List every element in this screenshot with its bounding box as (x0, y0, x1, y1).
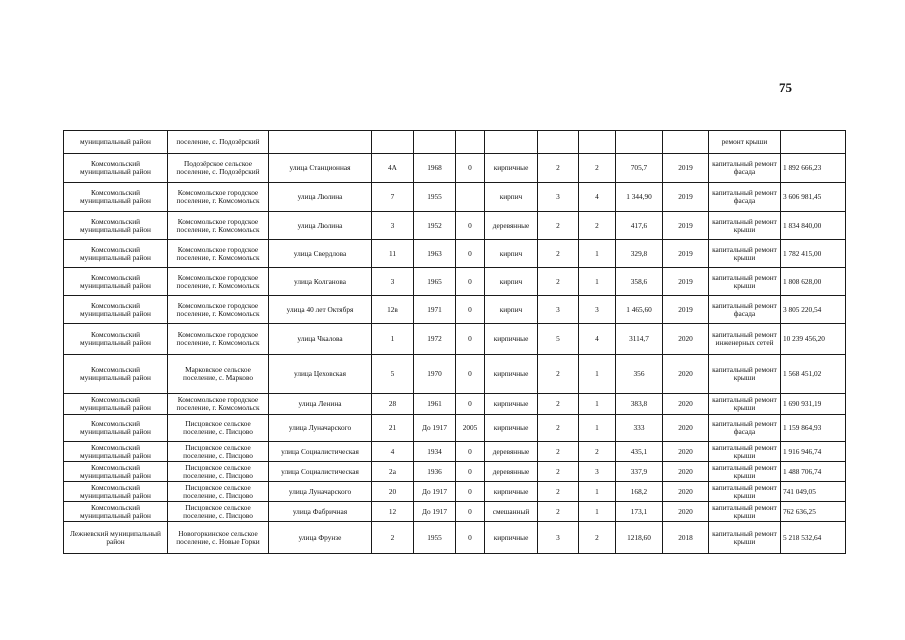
cell-settlement: Писцовское сельское поселение, с. Писцово (168, 415, 269, 442)
cell-work: ремонт крыши (709, 131, 781, 154)
cell-settlement: Писцовское сельское поселение, с. Писцово (168, 482, 269, 502)
cell-year-plan: 2020 (663, 415, 709, 442)
cell-year-built: 1934 (414, 442, 456, 462)
table-row (64, 154, 846, 183)
cell-entrances: 1 (579, 240, 616, 268)
cell-year-overhaul: 0 (456, 502, 485, 522)
cell-area: 383,8 (616, 394, 663, 415)
cell-year-built: 1955 (414, 522, 456, 554)
cell-house: 3 (372, 268, 414, 296)
cell-area: 168,2 (616, 482, 663, 502)
cell-district: Комсомольский муниципальный район (64, 415, 168, 442)
cell-area: 337,9 (616, 462, 663, 482)
cell-street: улица Люлина (269, 183, 372, 212)
cell-year-plan: 2019 (663, 240, 709, 268)
cell-year-overhaul: 0 (456, 154, 485, 183)
cell-settlement: Писцовское сельское поселение, с. Писцово (168, 502, 269, 522)
cell-settlement: Новогоркинское сельское поселение, с. Новые Горки (168, 522, 269, 554)
cell-area: 435,1 (616, 442, 663, 462)
cell-entrances: 1 (579, 415, 616, 442)
cell-street: улица Станционная (269, 154, 372, 183)
cell-entrances: 4 (579, 183, 616, 212)
cell-year-plan: 2020 (663, 502, 709, 522)
cell-area: 3114,7 (616, 324, 663, 355)
cell-street: улица Социалистическая (269, 462, 372, 482)
cell-year-overhaul: 0 (456, 296, 485, 324)
cell-cost: 5 218 532,64 (781, 522, 846, 554)
cell-district: Комсомольский муниципальный район (64, 183, 168, 212)
cell-house: 1 (372, 324, 414, 355)
table-row (64, 415, 846, 442)
cell-street (269, 131, 372, 154)
cell-floors: 2 (538, 502, 579, 522)
cell-area: 705,7 (616, 154, 663, 183)
cell-street: улица Свердлова (269, 240, 372, 268)
cell-settlement: Комсомольское городское поселение, г. Комсомольск (168, 268, 269, 296)
cell-entrances: 1 (579, 394, 616, 415)
cell-entrances: 1 (579, 355, 616, 394)
cell-street: улица Луначарского (269, 415, 372, 442)
cell-year-built: 1955 (414, 183, 456, 212)
cell-year-plan: 2020 (663, 394, 709, 415)
cell-work: капитальный ремонт фасада (709, 296, 781, 324)
cell-cost: 762 636,25 (781, 502, 846, 522)
cell-year-plan: 2020 (663, 324, 709, 355)
cell-walls: кирпичные (485, 324, 538, 355)
page-number: 75 (779, 80, 792, 95)
cell-cost: 1 916 946,74 (781, 442, 846, 462)
cell-cost: 1 159 864,93 (781, 415, 846, 442)
cell-street: улица Цеховская (269, 355, 372, 394)
cell-area: 1218,60 (616, 522, 663, 554)
cell-walls (485, 131, 538, 154)
cell-district: Комсомольский муниципальный район (64, 268, 168, 296)
cell-walls: кирпичные (485, 522, 538, 554)
cell-cost: 3 606 981,45 (781, 183, 846, 212)
cell-year-plan: 2018 (663, 522, 709, 554)
cell-work: капитальный ремонт фасада (709, 154, 781, 183)
cell-street: улица Ленина (269, 394, 372, 415)
cell-year-plan (663, 131, 709, 154)
cell-work: капитальный ремонт крыши (709, 212, 781, 240)
cell-settlement: Комсомольское городское поселение, г. Комсомольск (168, 324, 269, 355)
cell-district: Комсомольский муниципальный район (64, 240, 168, 268)
cell-walls: смешанный (485, 502, 538, 522)
table-row (64, 394, 846, 415)
cell-entrances: 1 (579, 268, 616, 296)
cell-floors: 2 (538, 240, 579, 268)
cell-year-plan: 2019 (663, 296, 709, 324)
cell-year-built: До 1917 (414, 482, 456, 502)
cell-walls: кирпич (485, 240, 538, 268)
cell-walls: кирпич (485, 183, 538, 212)
cell-district: Комсомольский муниципальный район (64, 154, 168, 183)
cell-floors: 2 (538, 212, 579, 240)
cell-work: капитальный ремонт крыши (709, 240, 781, 268)
cell-year-plan: 2020 (663, 462, 709, 482)
cell-cost (781, 131, 846, 154)
cell-cost: 1 834 840,00 (781, 212, 846, 240)
cell-floors: 2 (538, 154, 579, 183)
cell-house: 12в (372, 296, 414, 324)
cell-year-overhaul: 0 (456, 482, 485, 502)
cell-street: улица Луначарского (269, 482, 372, 502)
cell-work: капитальный ремонт инженерных сетей (709, 324, 781, 355)
cell-work: капитальный ремонт крыши (709, 462, 781, 482)
cell-floors: 3 (538, 296, 579, 324)
cell-work: капитальный ремонт крыши (709, 522, 781, 554)
cell-walls: кирпичные (485, 482, 538, 502)
table-row (64, 442, 846, 462)
cell-work: капитальный ремонт крыши (709, 482, 781, 502)
cell-year-built: 1968 (414, 154, 456, 183)
cell-settlement: Комсомольское городское поселение, г. Комсомольск (168, 212, 269, 240)
cell-house: 4А (372, 154, 414, 183)
cell-area: 1 465,60 (616, 296, 663, 324)
cell-area: 358,6 (616, 268, 663, 296)
cell-district: Комсомольский муниципальный район (64, 502, 168, 522)
cell-year-plan: 2019 (663, 212, 709, 240)
cell-work: капитальный ремонт фасада (709, 183, 781, 212)
cell-year-built: 1972 (414, 324, 456, 355)
cell-floors: 2 (538, 442, 579, 462)
cell-district: Комсомольский муниципальный район (64, 462, 168, 482)
cell-settlement: Подозёрское сельское поселение, с. Подозёрский (168, 154, 269, 183)
cell-entrances: 3 (579, 296, 616, 324)
cell-entrances: 3 (579, 462, 616, 482)
cell-walls: деревянные (485, 462, 538, 482)
cell-year-plan: 2020 (663, 482, 709, 502)
cell-area: 1 344,90 (616, 183, 663, 212)
cell-house: 2а (372, 462, 414, 482)
cell-year-overhaul: 0 (456, 355, 485, 394)
cell-year-overhaul: 0 (456, 268, 485, 296)
cell-year-built: 1963 (414, 240, 456, 268)
cell-house: 7 (372, 183, 414, 212)
cell-walls: кирпичные (485, 394, 538, 415)
cell-area: 329,8 (616, 240, 663, 268)
cell-year-overhaul: 0 (456, 394, 485, 415)
cell-district: Комсомольский муниципальный район (64, 212, 168, 240)
cell-house: 5 (372, 355, 414, 394)
cell-entrances: 2 (579, 154, 616, 183)
cell-work: капитальный ремонт крыши (709, 268, 781, 296)
cell-walls: кирпичные (485, 415, 538, 442)
cell-floors (538, 131, 579, 154)
table-row (64, 522, 846, 554)
table-row (64, 240, 846, 268)
table-row (64, 355, 846, 394)
table-row (64, 212, 846, 240)
cell-year-built: До 1917 (414, 415, 456, 442)
cell-settlement: Комсомольское городское поселение, г. Комсомольск (168, 394, 269, 415)
cell-house: 4 (372, 442, 414, 462)
cell-entrances: 2 (579, 212, 616, 240)
cell-year-built (414, 131, 456, 154)
cell-floors: 3 (538, 522, 579, 554)
cell-street: улица Фабричная (269, 502, 372, 522)
cell-cost: 1 892 666,23 (781, 154, 846, 183)
table-row (64, 482, 846, 502)
cell-cost: 10 239 456,20 (781, 324, 846, 355)
table-row (64, 324, 846, 355)
cell-area: 356 (616, 355, 663, 394)
cell-street: улица Колганова (269, 268, 372, 296)
cell-street: улица Люлина (269, 212, 372, 240)
cell-district: Лежневский муниципальный район (64, 522, 168, 554)
cell-year-overhaul: 0 (456, 212, 485, 240)
cell-house: 2 (372, 522, 414, 554)
cell-district: Комсомольский муниципальный район (64, 324, 168, 355)
cell-cost: 1 782 415,00 (781, 240, 846, 268)
cell-walls: деревянные (485, 442, 538, 462)
cell-work: капитальный ремонт крыши (709, 394, 781, 415)
cell-year-built: До 1917 (414, 502, 456, 522)
cell-floors: 5 (538, 324, 579, 355)
housing-register-table (63, 130, 846, 554)
cell-settlement: Комсомольское городское поселение, г. Комсомольск (168, 183, 269, 212)
cell-year-overhaul: 0 (456, 324, 485, 355)
cell-area: 333 (616, 415, 663, 442)
cell-walls: кирпичные (485, 154, 538, 183)
table-row (64, 502, 846, 522)
cell-settlement: Писцовское сельское поселение, с. Писцово (168, 462, 269, 482)
cell-year-built: 1965 (414, 268, 456, 296)
cell-house: 21 (372, 415, 414, 442)
cell-entrances (579, 131, 616, 154)
cell-walls: деревянные (485, 212, 538, 240)
cell-year-overhaul (456, 131, 485, 154)
cell-year-plan: 2020 (663, 355, 709, 394)
cell-floors: 3 (538, 183, 579, 212)
cell-settlement: Марковское сельское поселение, с. Марково (168, 355, 269, 394)
table-row (64, 268, 846, 296)
cell-year-plan: 2019 (663, 154, 709, 183)
cell-settlement: Комсомольское городское поселение, г. Комсомольск (168, 296, 269, 324)
cell-walls: кирпич (485, 296, 538, 324)
cell-year-overhaul: 0 (456, 462, 485, 482)
cell-house: 11 (372, 240, 414, 268)
cell-settlement: Писцовское сельское поселение, с. Писцово (168, 442, 269, 462)
cell-year-plan: 2019 (663, 268, 709, 296)
cell-entrances: 2 (579, 442, 616, 462)
cell-cost: 1 808 628,00 (781, 268, 846, 296)
cell-house: 28 (372, 394, 414, 415)
cell-area (616, 131, 663, 154)
cell-entrances: 4 (579, 324, 616, 355)
cell-year-overhaul: 0 (456, 442, 485, 462)
cell-work: капитальный ремонт крыши (709, 355, 781, 394)
cell-year-built: 1971 (414, 296, 456, 324)
cell-district: Комсомольский муниципальный район (64, 394, 168, 415)
cell-floors: 2 (538, 482, 579, 502)
cell-walls: кирпичные (485, 355, 538, 394)
cell-street: улица Фрунзе (269, 522, 372, 554)
cell-house: 3 (372, 212, 414, 240)
cell-area: 173,1 (616, 502, 663, 522)
cell-year-overhaul (456, 183, 485, 212)
cell-work: капитальный ремонт крыши (709, 442, 781, 462)
cell-year-built: 1952 (414, 212, 456, 240)
cell-cost: 1 488 706,74 (781, 462, 846, 482)
cell-district: муниципальный район (64, 131, 168, 154)
cell-entrances: 1 (579, 482, 616, 502)
table-row (64, 183, 846, 212)
cell-street: улица Чкалова (269, 324, 372, 355)
cell-floors: 2 (538, 462, 579, 482)
cell-floors: 2 (538, 268, 579, 296)
cell-floors: 2 (538, 394, 579, 415)
cell-year-plan: 2020 (663, 442, 709, 462)
cell-year-overhaul: 0 (456, 522, 485, 554)
cell-house: 20 (372, 482, 414, 502)
cell-district: Комсомольский муниципальный район (64, 442, 168, 462)
cell-house: 12 (372, 502, 414, 522)
cell-floors: 2 (538, 415, 579, 442)
cell-district: Комсомольский муниципальный район (64, 355, 168, 394)
table-row (64, 462, 846, 482)
cell-cost: 741 049,05 (781, 482, 846, 502)
cell-year-overhaul: 0 (456, 240, 485, 268)
cell-work: капитальный ремонт крыши (709, 502, 781, 522)
cell-entrances: 1 (579, 502, 616, 522)
cell-area: 417,6 (616, 212, 663, 240)
cell-walls: кирпич (485, 268, 538, 296)
cell-house (372, 131, 414, 154)
cell-district: Комсомольский муниципальный район (64, 296, 168, 324)
cell-settlement: Комсомольское городское поселение, г. Комсомольск (168, 240, 269, 268)
cell-district: Комсомольский муниципальный район (64, 482, 168, 502)
cell-cost: 1 568 451,02 (781, 355, 846, 394)
cell-year-plan: 2019 (663, 183, 709, 212)
cell-floors: 2 (538, 355, 579, 394)
cell-year-built: 1961 (414, 394, 456, 415)
table-row (64, 296, 846, 324)
table-row (64, 131, 846, 154)
cell-street: улица 40 лет Октября (269, 296, 372, 324)
cell-year-built: 1936 (414, 462, 456, 482)
cell-year-overhaul: 2005 (456, 415, 485, 442)
cell-settlement: поселение, с. Подозёрский (168, 131, 269, 154)
cell-work: капитальный ремонт фасада (709, 415, 781, 442)
cell-entrances: 2 (579, 522, 616, 554)
cell-cost: 1 690 931,19 (781, 394, 846, 415)
cell-street: улица Социалистическая (269, 442, 372, 462)
cell-year-built: 1970 (414, 355, 456, 394)
cell-cost: 3 805 220,54 (781, 296, 846, 324)
